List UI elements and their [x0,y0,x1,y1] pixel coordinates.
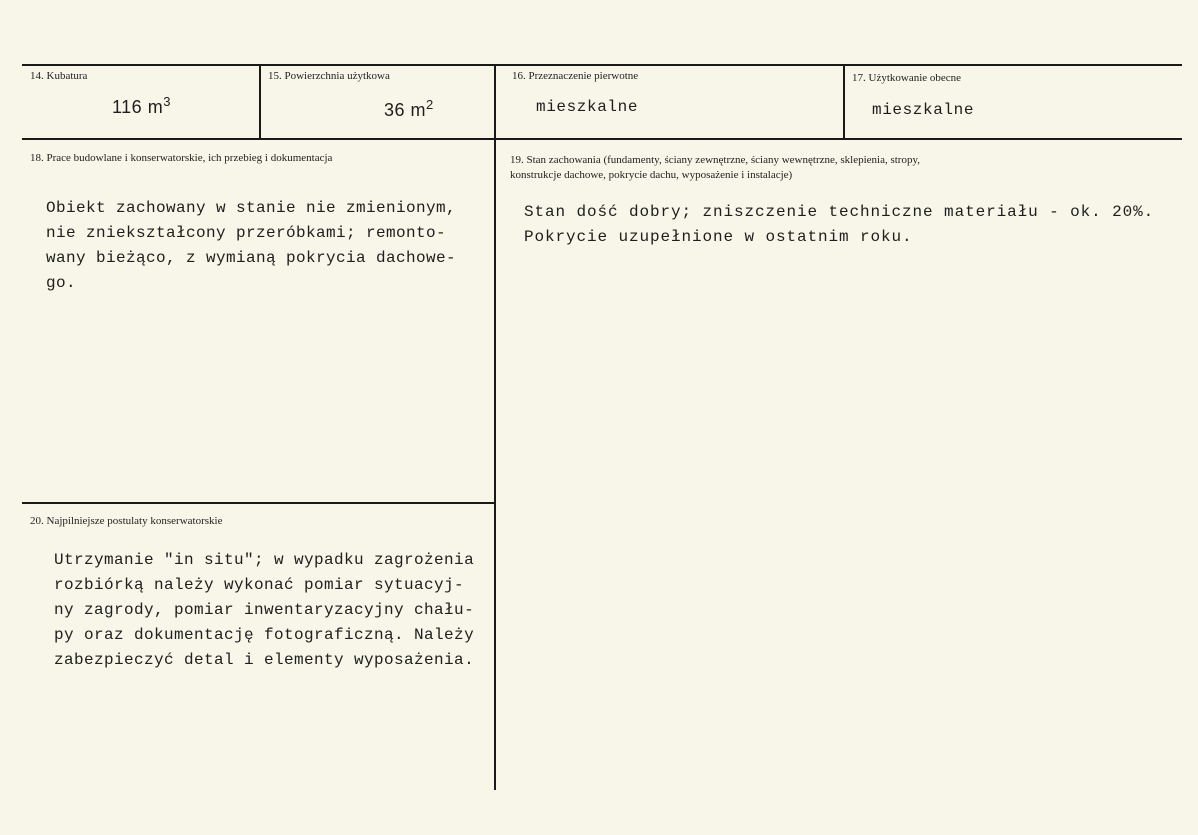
przeznaczenie-label: 16. Przeznaczenie pierwotne [512,70,639,82]
postulaty-line: rozbiórką należy wykonać pomiar sytuacyj- [54,576,465,594]
prace-line: Obiekt zachowany w stanie nie zmienionym, [46,199,457,217]
stan-label-line1: 19. Stan zachowania (fundamenty, ściany zewnętrzne, ściany wewnętrzne, sklepienia, stropy, [510,154,921,166]
row-divider-line [22,138,1182,140]
postulaty-line: zabezpieczyć detal i elementy wyposażenia. [54,651,475,669]
top-border-line [22,64,1182,66]
postulaty-line: py oraz dokumentację fotograficzną. Należy [54,626,475,644]
prace-line: go. [46,274,77,292]
kubatura-number: 116 m [112,97,164,117]
kubatura-value [112,94,171,118]
postulaty-line: ny zagrody, pomiar inwentaryzacyjny chału- [54,601,475,619]
column-divider-2 [494,64,496,790]
powierzchnia-number: 36 m [384,100,427,120]
przeznaczenie-value: mieszkalne [536,98,639,116]
postulaty-line: Utrzymanie "in situ"; w wypadku zagrożenia [54,551,475,569]
kubatura-exponent: 3 [163,94,171,109]
column-divider-1 [259,64,261,140]
kubatura-label: 14. Kubatura [30,70,88,82]
uzytkowanie-value: mieszkalne [872,101,975,119]
stan-line: Stan dość dobry; zniszczenie techniczne materiału - ok. 20%. [524,203,1155,221]
prace-label: 18. Prace budowlane i konserwatorskie, ich przebieg i dokumentacja [30,152,333,164]
stan-text [524,200,1154,250]
stan-label-line2: konstrukcje dachowe, pokrycie dachu, wyposażenie i instalacje) [510,169,793,181]
powierzchnia-exponent: 2 [426,97,434,112]
section-divider-line [22,502,494,504]
powierzchnia-value [384,97,434,121]
powierzchnia-label: 15. Powierzchnia użytkowa [268,70,390,82]
stan-line: Pokrycie uzupełnione w ostatnim roku. [524,228,913,246]
prace-line: wany bieżąco, z wymianą pokrycia dachowe- [46,249,457,267]
postulaty-label: 20. Najpilniejsze postulaty konserwatorskie [30,515,223,527]
prace-line: nie zniekształcony przeróbkami; remonto- [46,224,447,242]
prace-text [46,196,456,296]
postulaty-text [54,548,474,673]
uzytkowanie-label: 17. Użytkowanie obecne [852,72,962,84]
column-divider-3 [843,64,845,140]
